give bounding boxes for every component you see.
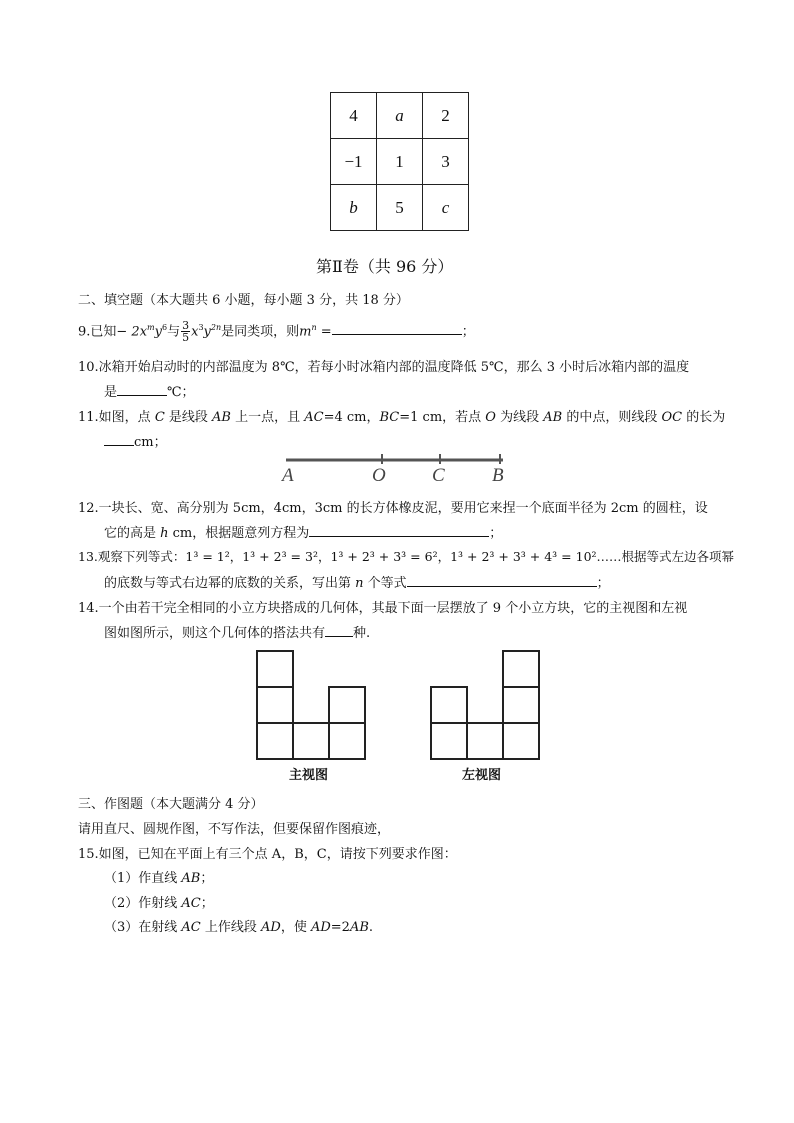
point-label-a: A (282, 465, 294, 486)
q15-var: AD (310, 920, 331, 935)
fraction-numerator: 3 (182, 319, 190, 333)
q14-text: 图如图所示，则这个几何体的搭法共有 (104, 626, 326, 641)
q11-var: C (154, 410, 165, 425)
question-13-line1: 13.观察下列等式：1³ = 1²，1³ + 2³ = 3²，1³ + 2³ + 3³ = 6²，1³ + 2³ + 3³ + 4³ = 10²……根据等式左边各项幂 (78, 549, 735, 564)
q15-var: AD (261, 920, 281, 935)
q9-exp: m (147, 323, 155, 332)
left-view-figure (428, 648, 540, 760)
grid-cell: c (423, 185, 469, 231)
q11-var: AB (212, 410, 231, 425)
q10-text: 是 (104, 385, 118, 400)
answer-blank[interactable] (332, 321, 462, 335)
left-view-caption: 左视图 (462, 768, 502, 783)
q9-exp: 2n (210, 323, 222, 332)
question-14-line2 (104, 622, 370, 641)
q11-text: 的长为 (682, 410, 726, 425)
q11-var: OC (661, 410, 683, 425)
q15-text: 上作线段 (200, 920, 262, 935)
q11-var: BC (379, 410, 400, 425)
cube-square (431, 723, 467, 759)
q15-var: AC (181, 896, 201, 911)
cube-square (503, 723, 539, 759)
question-15-item2 (104, 892, 214, 911)
q9-term: − 2x (116, 324, 148, 340)
cube-square (257, 687, 293, 723)
q9-var: y (203, 324, 211, 340)
question-10-line1: 10.冰箱开始启动时的内部温度为 8℃，若每小时冰箱内部的温度降低 5℃，那么 3 小时后冰箱内部的温度 (78, 360, 690, 375)
q11-text: 11.如图，点 (78, 410, 155, 425)
cube-square (257, 651, 293, 687)
q12-text: ； (489, 526, 503, 541)
question-11-line2 (104, 431, 167, 450)
front-view-caption: 主视图 (289, 768, 329, 783)
answer-blank[interactable] (407, 573, 597, 587)
grid-cell: b (331, 185, 377, 231)
answer-blank[interactable] (117, 382, 167, 396)
q11-text: =1 cm，若点 (399, 410, 486, 425)
point-label-o: O (372, 465, 386, 486)
grid-row (331, 93, 469, 139)
grid-row (331, 139, 469, 185)
q15-var: AB (349, 920, 369, 935)
cube-square (329, 723, 365, 759)
q15-text: ，使 (280, 920, 311, 935)
question-12-line2 (104, 522, 502, 541)
q9-prefix: 9.已知 (78, 324, 117, 340)
section-heading: 三、作图题（本大题满分 4 分） (78, 797, 264, 812)
grid-cell: a (377, 93, 423, 139)
number-grid (330, 92, 469, 231)
grid-cell: 5 (377, 185, 423, 231)
q13-var: n (355, 576, 364, 591)
q11-var: AC (304, 410, 324, 425)
q14-text: 种. (353, 626, 371, 641)
q15-var: AB (181, 871, 201, 886)
cube-square (431, 687, 467, 723)
point-label-c: C (432, 465, 445, 486)
grid-cell: 2 (423, 93, 469, 139)
q11-var: AB (543, 410, 563, 425)
q9-var: x (191, 324, 199, 340)
cube-square (293, 723, 329, 759)
q11-var: O (485, 410, 496, 425)
q11-text: 的中点，则线段 (562, 410, 662, 425)
q15-text: ； (200, 871, 214, 886)
q15-text: . (368, 920, 374, 935)
question-15-line1: 15.如图，已知在平面上有三个点 A，B，C，请按下列要求作图： (78, 847, 457, 862)
q11-text: 为线段 (495, 410, 544, 425)
q11-text: =4 cm， (323, 410, 380, 425)
question-12-line1: 12.一块长、宽、高分别为 5cm，4cm，3cm 的长方体橡皮泥，要用它来捏一个底面半径为 2cm 的圆柱，设 (78, 501, 708, 516)
answer-blank[interactable] (309, 523, 489, 537)
section-title: 第Ⅱ卷（共 96 分） (316, 257, 454, 276)
question-14-line1: 14.一个由若干完全相同的小立方块搭成的几何体，其最下面一层摆放了 9 个小立方块，它的主视图和左视 (78, 601, 688, 616)
q11-text: cm； (134, 435, 167, 450)
grid-cell: 3 (423, 139, 469, 185)
question-9 (78, 315, 475, 345)
q9-text: 是同类项，则 (221, 324, 300, 340)
segment-figure (278, 450, 518, 486)
answer-blank[interactable] (325, 623, 353, 637)
q12-text: cm，根据题意列方程为 (168, 526, 310, 541)
cube-square (257, 723, 293, 759)
q9-fraction (181, 320, 190, 343)
q9-var: y (154, 324, 162, 340)
grid-cell: 1 (377, 139, 423, 185)
q15-text: （1）作直线 (104, 871, 182, 886)
q9-text: ； (461, 324, 475, 340)
cube-square (329, 687, 365, 723)
q12-text: 它的高是 (104, 526, 161, 541)
point-label-b: B (492, 465, 504, 486)
section-heading: 二、填空题（本大题共 6 小题，每小题 3 分，共 18 分） (78, 293, 409, 308)
q15-var: AC (181, 920, 201, 935)
q11-text: 是线段 (164, 410, 213, 425)
question-13-line2 (104, 572, 610, 591)
grid-cell: −1 (331, 139, 377, 185)
front-view-figure (254, 648, 366, 760)
grid-row (331, 185, 469, 231)
q15-text: =2 (330, 920, 350, 935)
q9-exp: 3 (198, 323, 204, 332)
q9-exp: n (311, 323, 317, 332)
cube-square (503, 651, 539, 687)
q9-text: = (316, 324, 332, 340)
q13-text: 的底数与等式右边幂的底数的关系，写出第 (104, 576, 356, 591)
question-15-item1 (104, 867, 213, 886)
q15-text: ； (200, 896, 214, 911)
q13-text: 个等式 (363, 576, 407, 591)
q11-text: 上一点，且 (230, 410, 305, 425)
cube-square (503, 687, 539, 723)
question-15-item3 (104, 916, 373, 935)
q9-var: m (299, 324, 312, 340)
cube-square (467, 723, 503, 759)
question-10-line2 (104, 381, 195, 400)
question-11-line1 (78, 406, 725, 425)
q13-text: ； (596, 576, 610, 591)
section-instruction: 请用直尺、圆规作图，不写作法，但要保留作图痕迹， (78, 822, 391, 837)
grid-cell: 4 (331, 93, 377, 139)
q12-var: h (160, 526, 169, 541)
q9-exp: 6 (162, 323, 168, 332)
answer-blank[interactable] (104, 432, 134, 446)
fraction-denominator: 5 (182, 331, 190, 345)
q15-text: （3）在射线 (104, 920, 182, 935)
q15-text: （2）作射线 (104, 896, 182, 911)
q10-text: ℃； (167, 385, 195, 400)
q9-text: 与 (167, 324, 181, 340)
